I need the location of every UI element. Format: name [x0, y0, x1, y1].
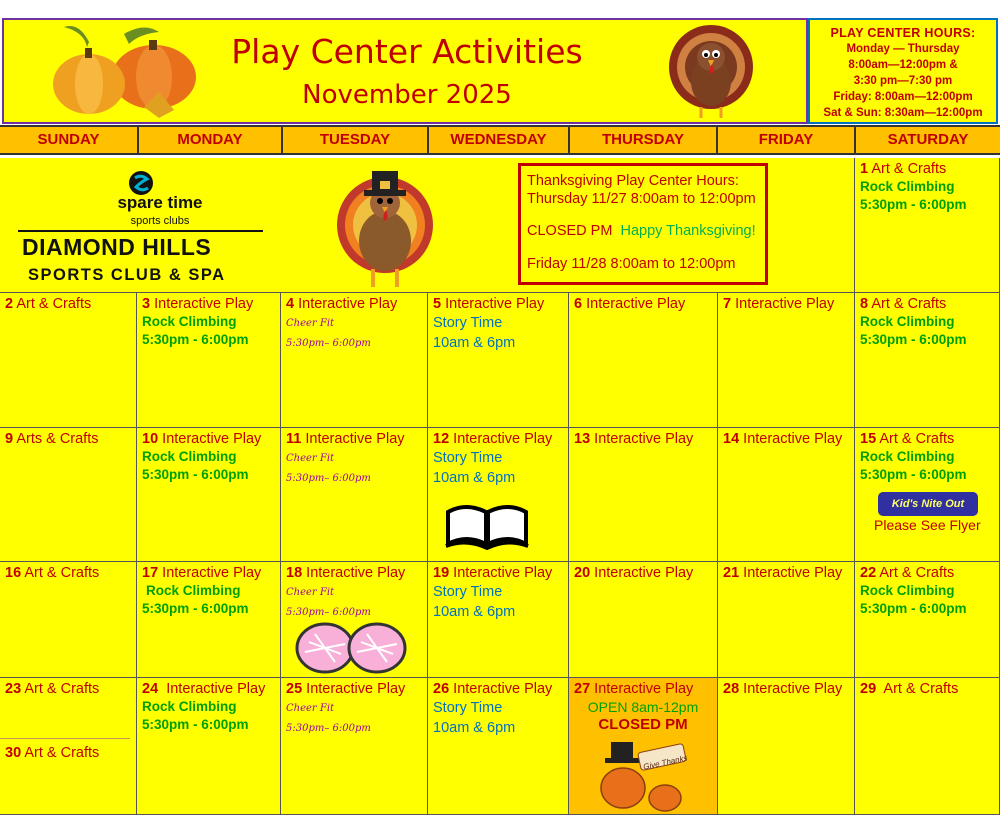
date-number: 21	[723, 565, 740, 581]
activity-label: Interactive Play	[586, 296, 686, 312]
day-cell-12	[428, 428, 569, 562]
spare-time-logo	[60, 194, 260, 230]
activity-label: Interactive Play	[162, 565, 262, 581]
diamond-hills-logo: DIAMOND HILLS	[22, 234, 212, 260]
date-number: 9	[5, 431, 14, 447]
give-thanks-sign: Give Thanks	[642, 753, 689, 772]
hours-line: Monday — Thursday	[846, 43, 960, 55]
give-thanks-pumpkins-icon	[597, 738, 689, 812]
activity-label: Interactive Play	[594, 431, 694, 447]
day-cell-28	[718, 678, 855, 815]
day-cell-11	[281, 428, 428, 562]
activity-label: Interactive Play	[305, 431, 405, 447]
date-number: 13	[574, 431, 591, 447]
pilgrim-turkey-icon	[328, 163, 443, 291]
activity-label: Art & Crafts	[16, 296, 92, 312]
story-time-label: Story Time	[433, 315, 503, 331]
week-one-banner	[0, 158, 855, 293]
activity-label: Interactive Play	[298, 296, 398, 312]
date-number: 2	[5, 296, 14, 312]
cheer-fit-label: Cheer Fit	[286, 453, 335, 464]
rock-climbing-time: 5:30pm - 6:00pm	[142, 467, 249, 482]
rock-climbing-label: Rock Climbing	[142, 449, 237, 464]
day-cell-6	[569, 293, 718, 428]
activity-label: Interactive Play	[306, 681, 406, 697]
play-center-hours	[808, 18, 998, 124]
activity-label: Art & Crafts	[871, 296, 947, 312]
day-cell-9	[0, 428, 137, 562]
day-cell-29	[855, 678, 1000, 815]
activity-label: Art & Crafts	[24, 681, 100, 697]
weekday-tuesday: TUESDAY	[283, 127, 429, 153]
day-cell-19	[428, 562, 569, 678]
rock-climbing-time: 5:30pm - 6:00pm	[142, 601, 249, 616]
story-time-label: Story Time	[433, 584, 503, 600]
hours-line: 8:00am—12:00pm &	[848, 59, 958, 71]
cell-divider	[0, 738, 130, 739]
date-number: 29	[860, 681, 877, 697]
happy-thanksgiving: Happy Thanksgiving!	[620, 223, 756, 239]
cheer-fit-time: 5:30pm– 6:00pm	[286, 473, 371, 484]
date-number: 12	[433, 431, 450, 447]
hours-line: Sat & Sun: 8:30am—12:00pm	[823, 107, 983, 119]
cheer-fit-time: 5:30pm– 6:00pm	[286, 723, 371, 734]
story-time-times: 10am & 6pm	[433, 335, 516, 351]
activity-label: Art & Crafts	[24, 565, 100, 581]
date-number: 6	[574, 296, 583, 312]
rock-climbing-time: 5:30pm - 6:00pm	[860, 467, 967, 482]
date-number: 28	[723, 681, 740, 697]
activity-label: Art & Crafts	[871, 161, 947, 177]
activity-label: Interactive Play	[743, 565, 843, 581]
day-cell-1	[855, 158, 1000, 293]
activity-label: Interactive Play	[162, 431, 262, 447]
hours-line: 3:30 pm—7:30 pm	[853, 75, 953, 87]
day-cell-3	[137, 293, 281, 428]
date-number: 22	[860, 565, 877, 581]
cheer-fit-time: 5:30pm– 6:00pm	[286, 607, 371, 618]
day-cell-26	[428, 678, 569, 815]
hours-line: Friday: 8:00am—12:00pm	[833, 91, 973, 103]
day-cell-27	[569, 678, 718, 815]
weekday-header-row	[0, 125, 1000, 155]
rock-climbing-time: 5:30pm - 6:00pm	[860, 197, 967, 212]
thanksgiving-title: Thanksgiving Play Center Hours:	[527, 173, 739, 189]
rock-climbing-label: Rock Climbing	[860, 449, 955, 464]
date-number: 17	[142, 565, 159, 581]
day-cell-10	[137, 428, 281, 562]
day-cell-15	[855, 428, 1000, 562]
weekday-saturday: SATURDAY	[887, 131, 969, 148]
pom-poms-icon	[295, 622, 407, 674]
date-number: 3	[142, 296, 151, 312]
activity-label: Interactive Play	[735, 296, 835, 312]
sports-clubs-text: sports clubs	[130, 215, 190, 227]
rock-climbing-time: 5:30pm - 6:00pm	[142, 717, 249, 732]
logo-divider	[18, 230, 263, 232]
date-number: 18	[286, 565, 303, 581]
rock-climbing-time: 5:30pm - 6:00pm	[860, 601, 967, 616]
see-flyer-note: Please See Flyer	[874, 517, 981, 533]
date-number: 16	[5, 565, 22, 581]
thanksgiving-thursday: Thursday 11/27 8:00am to 12:00pm	[527, 191, 756, 207]
date-number: 24	[142, 681, 159, 697]
weekday-thursday: THURSDAY	[570, 127, 718, 153]
day-cell-2	[0, 293, 137, 428]
date-number: 23	[5, 681, 22, 697]
open-book-icon	[444, 498, 530, 550]
page-title: Play Center Activities	[231, 32, 583, 71]
date-number: 5	[433, 296, 442, 312]
rock-climbing-label: Rock Climbing	[142, 699, 237, 714]
thanksgiving-closed-pm: CLOSED PM	[598, 716, 688, 733]
day-30-entry	[5, 744, 99, 762]
day-cell-25	[281, 678, 428, 815]
story-time-label: Story Time	[433, 450, 503, 466]
spare-time-text: spare time	[117, 193, 203, 212]
day-cell-22	[855, 562, 1000, 678]
sports-club-spa-logo: SPORTS CLUB & SPA	[28, 266, 226, 284]
activity-label: Interactive Play	[306, 565, 406, 581]
thanksgiving-closed-line	[527, 222, 759, 240]
date-number: 27	[574, 681, 591, 697]
day-cell-21	[718, 562, 855, 678]
weekday-monday: MONDAY	[139, 127, 283, 153]
day-cell-8	[855, 293, 1000, 428]
kids-nite-out-badge: Kid's Nite Out	[878, 492, 978, 516]
day-cell-24	[137, 678, 281, 815]
rock-climbing-time: 5:30pm - 6:00pm	[142, 332, 249, 347]
date-number: 11	[286, 431, 302, 447]
activity-label: Art & Crafts	[883, 681, 959, 697]
rock-climbing-time: 5:30pm - 6:00pm	[860, 332, 967, 347]
activity-label: Interactive Play	[445, 296, 545, 312]
rock-climbing-label: Rock Climbing	[146, 583, 241, 598]
date-number: 1	[860, 161, 869, 177]
cheer-fit-time: 5:30pm– 6:00pm	[286, 338, 371, 349]
calendar-grid	[0, 158, 1000, 815]
story-time-times: 10am & 6pm	[433, 720, 516, 736]
weekday-sunday: SUNDAY	[0, 127, 139, 153]
date-number: 30	[5, 745, 22, 761]
date-number: 26	[433, 681, 450, 697]
activity-label: Interactive Play	[453, 681, 553, 697]
hours-title: PLAY CENTER HOURS:	[830, 26, 976, 40]
day-cell-18	[281, 562, 428, 678]
day-cell-14	[718, 428, 855, 562]
activity-label: Art & Crafts	[879, 431, 955, 447]
day-cell-16	[0, 562, 137, 678]
day-cell-20	[569, 562, 718, 678]
date-number: 8	[860, 296, 869, 312]
rock-climbing-label: Rock Climbing	[142, 314, 237, 329]
activity-label: Interactive Play	[743, 431, 843, 447]
date-number: 4	[286, 296, 295, 312]
rock-climbing-label: Rock Climbing	[860, 314, 955, 329]
date-number: 7	[723, 296, 732, 312]
cheer-fit-label: Cheer Fit	[286, 318, 335, 329]
activity-label: Interactive Play	[594, 681, 694, 697]
thanksgiving-closed: CLOSED PM	[527, 223, 613, 239]
activity-label: Interactive Play	[154, 296, 254, 312]
day-cell-4	[281, 293, 428, 428]
activity-label: Arts & Crafts	[16, 431, 99, 447]
story-time-label: Story Time	[433, 700, 503, 716]
story-time-times: 10am & 6pm	[433, 470, 516, 486]
activity-label: Interactive Play	[743, 681, 843, 697]
cheer-fit-label: Cheer Fit	[286, 587, 335, 598]
date-number: 14	[723, 431, 740, 447]
rock-climbing-label: Rock Climbing	[860, 179, 955, 194]
thanksgiving-hours-box	[518, 163, 768, 285]
cheer-fit-label: Cheer Fit	[286, 703, 335, 714]
activity-label: Interactive Play	[453, 565, 553, 581]
thanksgiving-open-hours: OPEN 8am-12pm	[587, 699, 699, 715]
activity-label: Interactive Play	[453, 431, 553, 447]
date-number: 25	[286, 681, 303, 697]
day-cell-7	[718, 293, 855, 428]
date-number: 15	[860, 431, 877, 447]
weekday-friday: FRIDAY	[718, 127, 856, 153]
day-cell-5	[428, 293, 569, 428]
thanksgiving-friday: Friday 11/28 8:00am to 12:00pm	[527, 256, 736, 272]
activity-label: Interactive Play	[594, 565, 694, 581]
story-time-times: 10am & 6pm	[433, 604, 516, 620]
date-number: 19	[433, 565, 450, 581]
date-number: 10	[142, 431, 159, 447]
rock-climbing-label: Rock Climbing	[860, 583, 955, 598]
activity-label: Art & Crafts	[879, 565, 955, 581]
page-subtitle: November 2025	[302, 80, 512, 110]
weekday-wednesday: WEDNESDAY	[429, 127, 570, 153]
day-cell-17	[137, 562, 281, 678]
calendar-header	[2, 18, 808, 124]
day-cell-23-30	[0, 678, 137, 815]
turkey-icon	[656, 22, 766, 122]
day-cell-13	[569, 428, 718, 562]
date-number: 20	[574, 565, 591, 581]
activity-label: Art & Crafts	[24, 745, 100, 761]
activity-label: Interactive Play	[166, 681, 266, 697]
